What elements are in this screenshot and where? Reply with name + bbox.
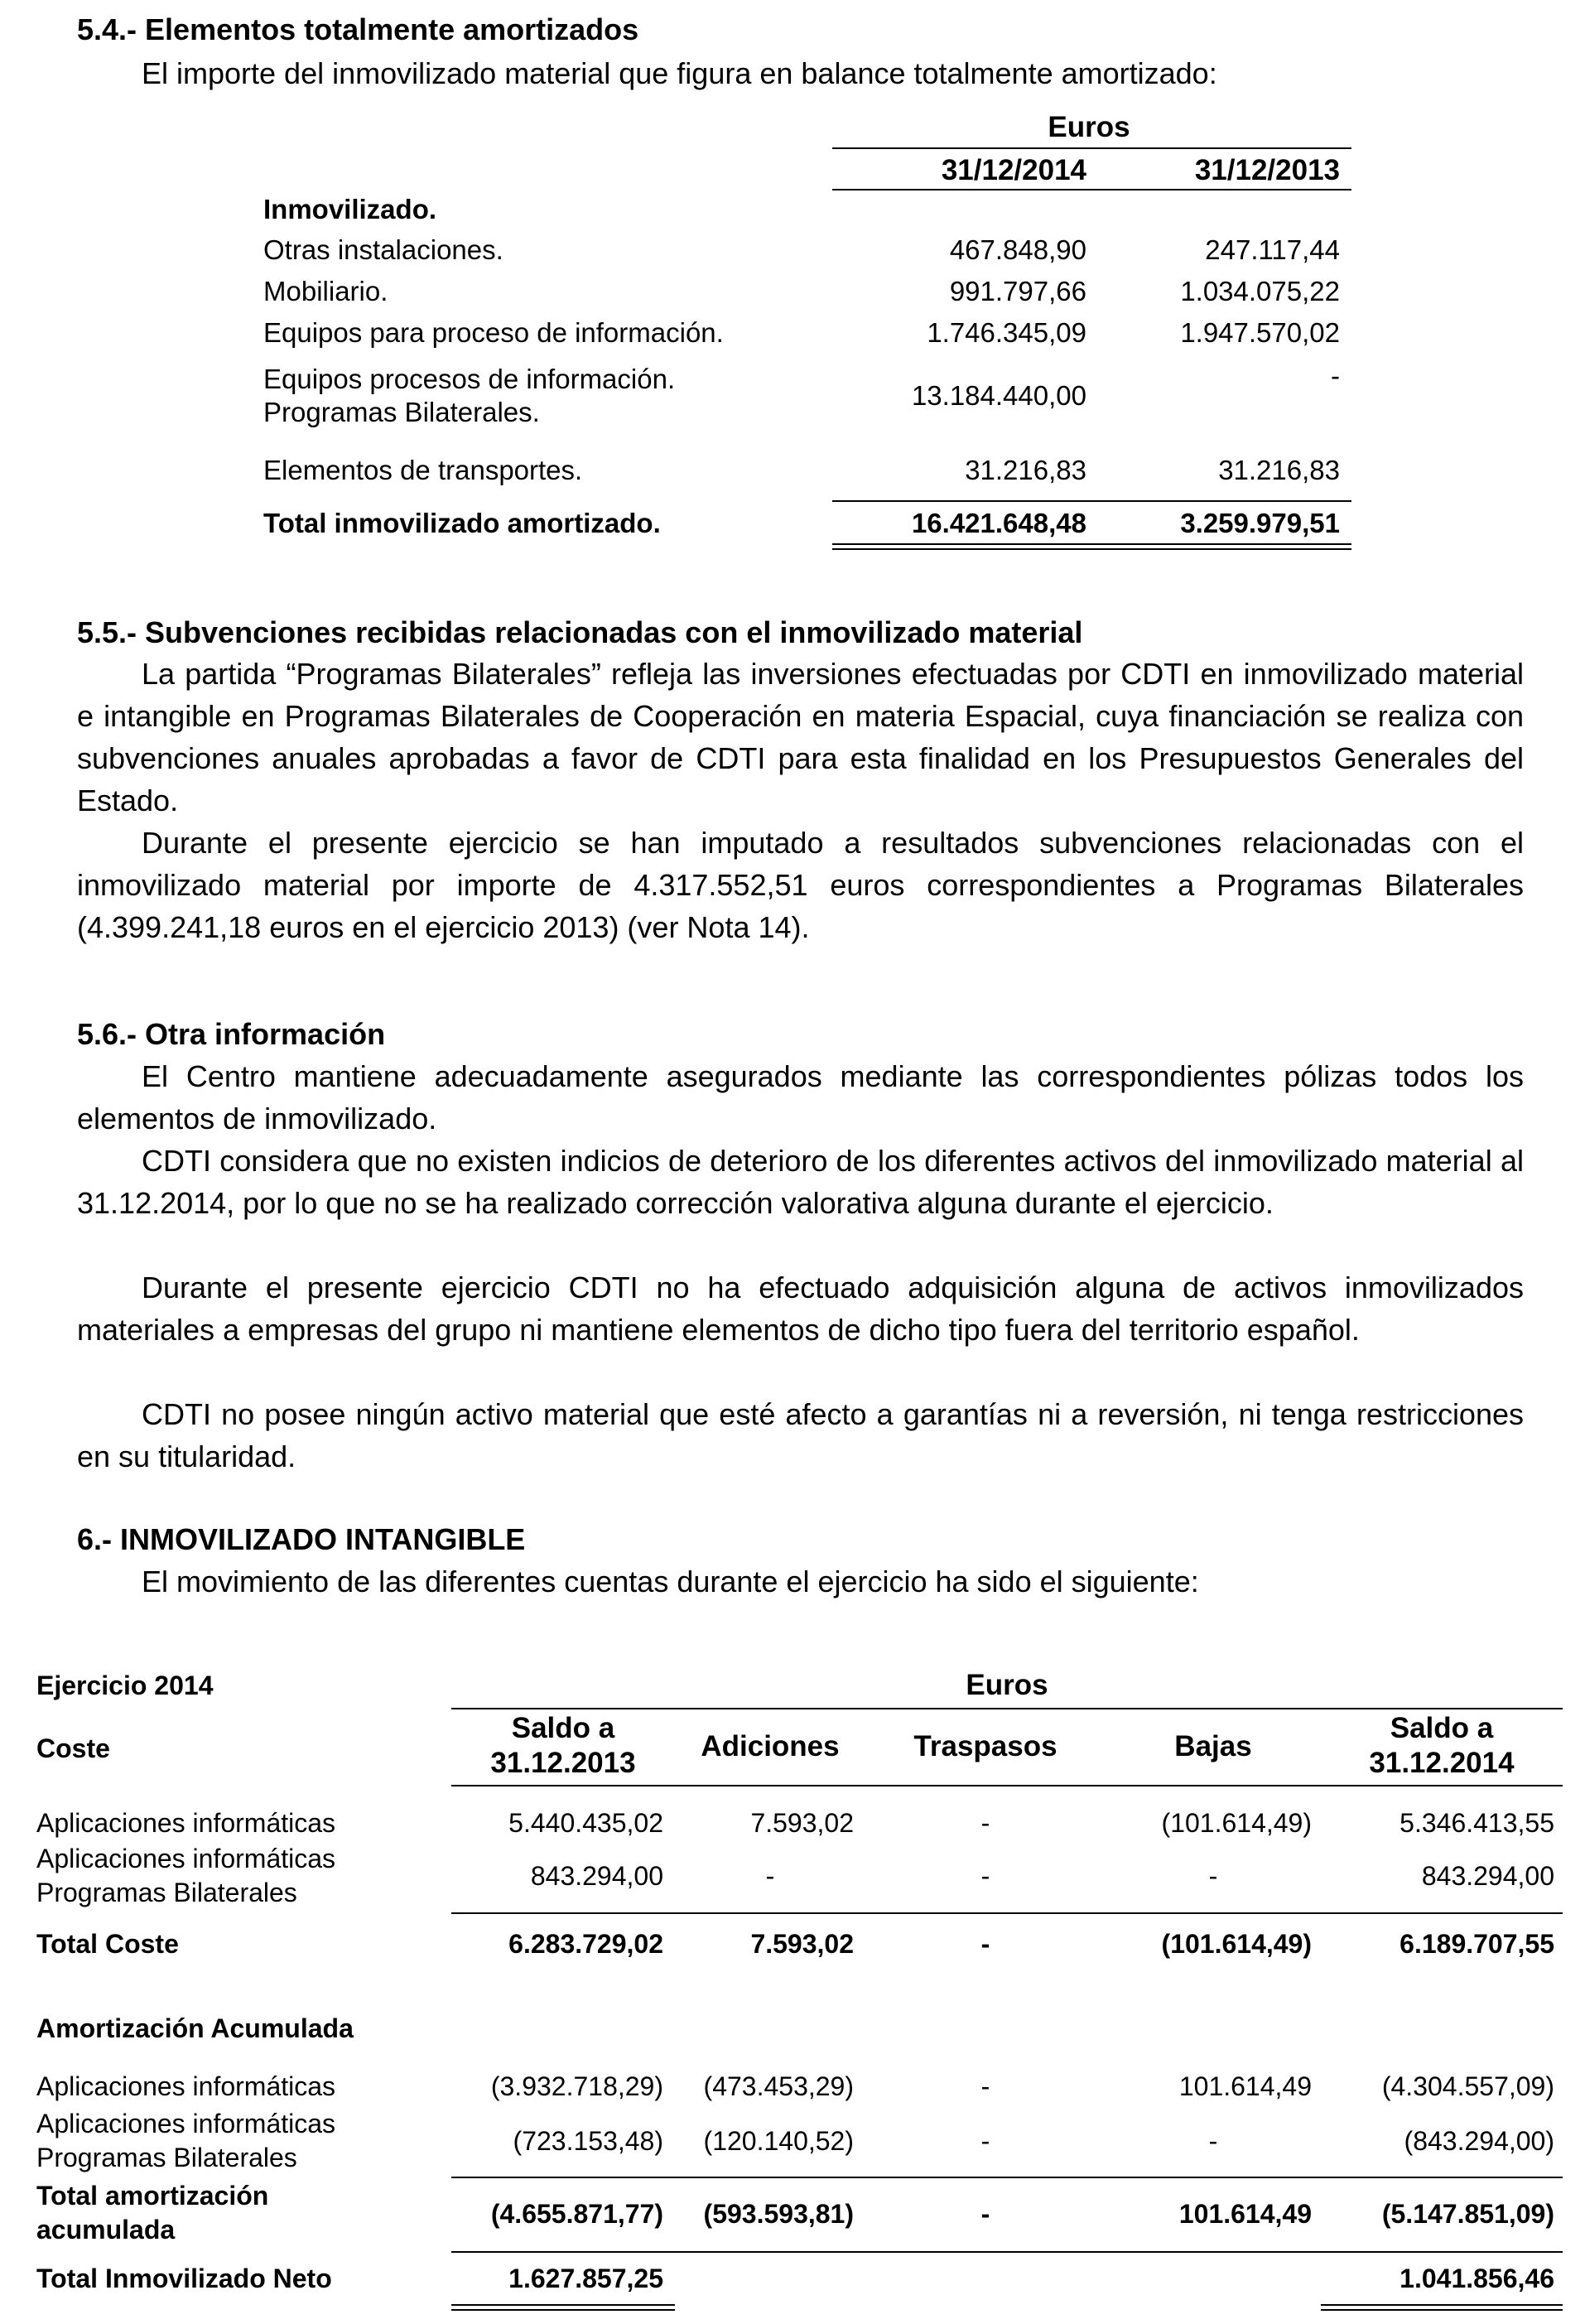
table-row-label: Programas Bilaterales. (263, 397, 540, 427)
total-coste-rule (451, 1912, 1563, 1914)
total-row-label: Total inmovilizado amortizado. (263, 508, 661, 538)
header-rule (451, 1708, 1563, 1709)
table-cell-2013: - (1331, 360, 1340, 391)
total-row-label: Total amortización (36, 2181, 269, 2211)
table-cell-saldo-ini: 5.440.435,02 (508, 1808, 663, 1838)
table-cell-traspasos: - (980, 1861, 990, 1891)
total-double-rule-1 (832, 543, 1351, 545)
table-cell-bajas: (101.614,49) (1161, 1808, 1312, 1838)
table-cell-traspasos: - (980, 2126, 990, 2156)
total-cell-bajas: (101.614,49) (1161, 1929, 1312, 1959)
table-cell-2013: 31.216,83 (1218, 455, 1340, 485)
table-cell-adiciones: (473.453,29) (703, 2071, 854, 2101)
table-row-label: Aplicaciones informáticas (36, 2071, 336, 2101)
total-double-rule-2 (832, 548, 1351, 550)
group-label: Inmovilizado. (263, 194, 437, 224)
total-row-label: acumulada (36, 2215, 176, 2244)
table-cell-2013: 1.947.570,02 (1180, 317, 1340, 348)
total-row-label: Total Coste (36, 1929, 179, 1959)
section-5-6-paragraph-1: El Centro mantiene adecuadamente asegurados mediante las correspondientes pólizas todos los elementos de inmovilizado. (77, 1059, 1524, 1135)
table-cell-saldo-ini: (3.932.718,29) (490, 2071, 663, 2101)
section-6-intro: El movimiento de las diferentes cuentas durante el ejercicio ha sido el siguiente: (142, 1565, 1199, 1598)
total-cell-traspasos: - (980, 1929, 990, 1959)
year-label: Ejercicio 2014 (36, 1671, 214, 1700)
table-row-label: Aplicaciones informáticas (36, 1808, 336, 1838)
col-header-saldo-fin: Saldo a (1390, 1712, 1494, 1744)
col-header-2013: 31/12/2013 (1194, 154, 1340, 186)
total-cell-2014: 16.421.648,48 (911, 508, 1086, 538)
col-header-adiciones: Adiciones (701, 1730, 840, 1762)
col-header-traspasos: Traspasos (913, 1730, 1057, 1762)
section-5-6-paragraph-2: CDTI considera que no existen indicios de deterioro de los diferentes activos del inmovilizado material al 31.12.2014, por lo que no se ha realizado corrección valorativa alguna durante el ejercicio. (77, 1144, 1524, 1220)
table-row-label: Otras instalaciones. (263, 234, 503, 265)
section-heading-5-4: 5.4.- Elementos totalmente amortizados (77, 12, 639, 46)
col-header-saldo-ini: Saldo a (511, 1712, 615, 1744)
header-rule (832, 147, 1351, 149)
table-cell-saldo-ini: (723.153,48) (513, 2126, 663, 2156)
total-row-label: Total Inmovilizado Neto (36, 2264, 332, 2293)
section-5-5-paragraph-1: La partida “Programas Bilaterales” refleja las inversiones efectuadas por CDTI en inmovilizado material e intangible en Programas Bilaterales de Cooperación en materia Espacial, cuya financiación se realiza con subvenciones anuales aprobadas a favor de CDTI para esta finalidad en los Presupuestos Generales del Estado. (77, 657, 1524, 817)
amort-label: Amortización Acumulada (36, 2013, 354, 2043)
total-cell-saldo-ini: (4.655.871,77) (490, 2199, 663, 2229)
table-cell-bajas: - (1208, 1861, 1218, 1891)
table-cell-2014: 991.797,66 (949, 276, 1086, 306)
table-cell-saldo-ini: 843.294,00 (530, 1861, 663, 1891)
table-cell-bajas: - (1208, 2126, 1218, 2156)
total-cell-saldo-fin: 6.189.707,55 (1400, 1929, 1554, 1959)
section-5-6-paragraph-3: Durante el presente ejercicio CDTI no ha efectuado adquisición alguna de activos inmovilizados materiales a empresas del grupo ni mantiene elementos de dicho tipo fuera del territorio español. (77, 1270, 1524, 1347)
total-cell-bajas: 101.614,49 (1178, 2199, 1312, 2229)
table-cell-2014: 1.746.345,09 (927, 317, 1086, 348)
table-cell-2014: 467.848,90 (949, 234, 1086, 265)
double-rule-right-1 (1321, 2304, 1563, 2306)
col-header-saldo-fin-date: 31.12.2014 (1369, 1747, 1515, 1779)
table-cell-adiciones: 7.593,02 (750, 1808, 854, 1838)
total-cell-traspasos: - (980, 2199, 990, 2229)
total-cell-adiciones: 7.593,02 (750, 1929, 854, 1959)
table-row-label: Equipos procesos de información. (263, 364, 676, 394)
table-cell-2014: 31.216,83 (965, 455, 1086, 485)
table-cell-saldo-fin: (4.304.557,09) (1381, 2071, 1554, 2101)
table-cell-saldo-fin: 843.294,00 (1421, 1861, 1554, 1891)
table-cell-adiciones: - (765, 1861, 775, 1891)
total-neto-rule (451, 2251, 1563, 2253)
total-cell-saldo-ini: 1.627.857,25 (508, 2264, 663, 2293)
double-rule-right-2 (1321, 2309, 1563, 2311)
double-rule-left-1 (451, 2304, 675, 2306)
table-cell-traspasos: - (980, 1808, 990, 1838)
table-cell-adiciones: (120.140,52) (703, 2126, 854, 2156)
table-cell-bajas: 101.614,49 (1178, 2071, 1312, 2101)
col-header-2014: 31/12/2014 (941, 154, 1086, 186)
total-cell-adiciones: (593.593,81) (703, 2199, 854, 2229)
total-amort-rule (451, 2177, 1563, 2178)
section-heading-5-6: 5.6.- Otra información (77, 1017, 386, 1051)
currency-header: Euros (966, 1669, 1048, 1701)
col-header-saldo-ini-date: 31.12.2013 (490, 1747, 636, 1779)
table-cell-traspasos: - (980, 2071, 990, 2101)
total-cell-saldo-ini: 6.283.729,02 (508, 1929, 663, 1959)
table-row-label: Elementos de transportes. (263, 455, 583, 485)
total-cell-saldo-fin: 1.041.856,46 (1400, 2264, 1554, 2293)
table-row-label: Aplicaciones informáticas (36, 2109, 336, 2138)
table-cell-2013: 247.117,44 (1205, 234, 1340, 265)
section-5-4-intro: El importe del inmovilizado material que figura en balance totalmente amortizado: (142, 56, 1217, 90)
table-cell-saldo-fin: (843.294,00) (1404, 2126, 1554, 2156)
table-row-label: Equipos para proceso de información. (263, 317, 724, 348)
table-row-label: Programas Bilaterales (36, 2143, 297, 2172)
table-cell-saldo-fin: 5.346.413,55 (1400, 1808, 1554, 1838)
coste-label: Coste (36, 1733, 110, 1763)
header-underline (451, 1785, 1563, 1786)
total-cell-2013: 3.259.979,51 (1180, 508, 1340, 538)
total-rule (832, 500, 1351, 502)
section-heading-6: 6.- INMOVILIZADO INTANGIBLE (77, 1522, 526, 1556)
table-row-label: Mobiliario. (263, 276, 388, 306)
table-cell-2013: 1.034.075,22 (1180, 276, 1340, 306)
header-underline (832, 189, 1351, 190)
table-row-label: Programas Bilaterales (36, 1878, 297, 1907)
table-cell-2014: 13.184.440,00 (911, 380, 1086, 411)
col-header-bajas: Bajas (1174, 1730, 1252, 1762)
total-cell-saldo-fin: (5.147.851,09) (1381, 2199, 1554, 2229)
currency-header: Euros (1048, 111, 1130, 143)
table-row-label: Aplicaciones informáticas (36, 1844, 336, 1873)
section-5-5-paragraph-2: Durante el presente ejercicio se han imputado a resultados subvenciones relacionadas con el inmovilizado material por importe de 4.317.552,51 euros correspondientes a Programas Bilaterales (4.399.241,18 euros en el ejercicio 2013) (ver Nota 14). (77, 826, 1524, 944)
section-5-6-paragraph-4: CDTI no posee ningún activo material que esté afecto a garantías ni a reversión, ni tenga restricciones en su titularidad. (77, 1397, 1524, 1473)
section-heading-5-5: 5.5.- Subvenciones recibidas relacionadas con el inmovilizado material (77, 615, 1083, 649)
double-rule-left-2 (451, 2309, 675, 2311)
